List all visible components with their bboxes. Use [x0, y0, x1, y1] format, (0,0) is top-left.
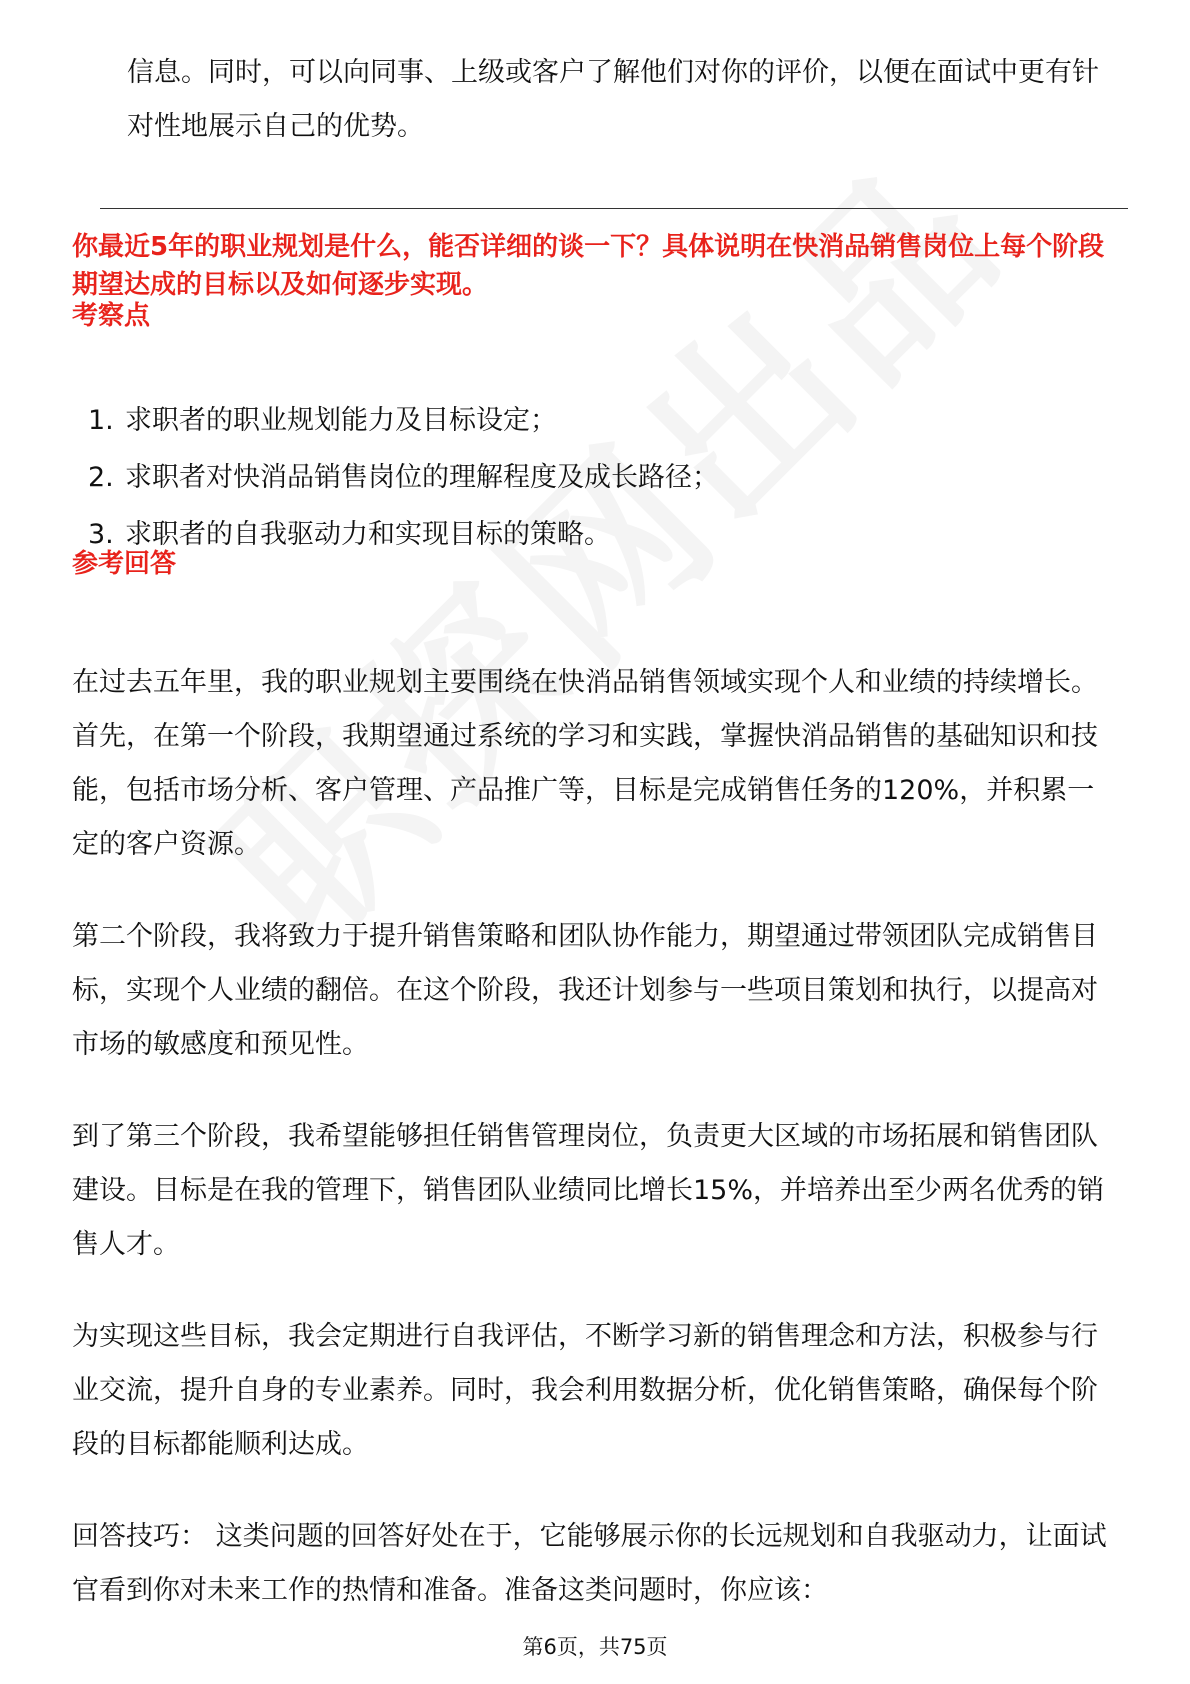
- list-item-text: 求职者的职业规划能力及目标设定；: [125, 405, 557, 436]
- divider: [100, 208, 1128, 209]
- question-heading: 你最近5年的职业规划是什么，能否详细的谈一下？具体说明在快消品销售岗位上每个阶段期望达成的目标以及如何逐步实现。: [72, 232, 1105, 300]
- list-item-number: 2.: [88, 462, 114, 493]
- reference-answer-body: [72, 656, 1120, 1656]
- list-item-number: 3.: [88, 519, 114, 550]
- page-number: 第6页，共75页: [522, 1635, 668, 1659]
- list-item-text: 求职者的自我驱动力和实现目标的策略。: [125, 519, 611, 550]
- list-item: [72, 506, 1120, 563]
- list-item-text: 求职者对快消品销售岗位的理解程度及成长路径；: [125, 462, 719, 493]
- list-item: [72, 392, 1120, 449]
- answer-paragraph: 为实现这些目标，我会定期进行自我评估，不断学习新的销售理念和方法，积极参与行业交流，提升自身的专业素养。同时，我会利用数据分析，优化销售策略，确保每个阶段的目标都能顺利达成。: [72, 1321, 1098, 1460]
- answer-paragraph: 第二个阶段，我将致力于提升销售策略和团队协作能力，期望通过带领团队完成销售目标，实现个人业绩的翻倍。在这个阶段，我还计划参与一些项目策划和执行，以提高对市场的敏感度和预见性。: [72, 921, 1098, 1060]
- intro-block: [72, 46, 1120, 154]
- list-item: [72, 449, 1120, 506]
- answer-tips-paragraph: 回答技巧： 这类问题的回答好处在于，它能够展示你的长远规划和自我驱动力，让面试官看到你对未来工作的热情和准备。准备这类问题时，你应该：: [72, 1521, 1107, 1606]
- exam-points-title: 考察点: [72, 301, 151, 331]
- exam-points-list: [72, 392, 1120, 563]
- answer-paragraph: 到了第三个阶段，我希望能够担任销售管理岗位，负责更大区域的市场拓展和销售团队建设。目标是在我的管理下，销售团队业绩同比增长15%，并培养出至少两名优秀的销售人才。: [72, 1121, 1105, 1260]
- reference-answer-title: 参考回答: [72, 549, 177, 579]
- intro-paragraph: 信息。同时，可以向同事、上级或客户了解他们对你的评价，以便在面试中更有针对性地展示自己的优势。: [127, 57, 1099, 142]
- answer-paragraph: 在过去五年里，我的职业规划主要围绕在快消品销售领域实现个人和业绩的持续增长。首先，在第一个阶段，我期望通过系统的学习和实践，掌握快消品销售的基础知识和技能，包括市场分析、客户管理、产品推广等，目标是完成销售任务的120%，并积累一定的客户资源。: [72, 667, 1098, 860]
- list-item-number: 1.: [88, 405, 114, 436]
